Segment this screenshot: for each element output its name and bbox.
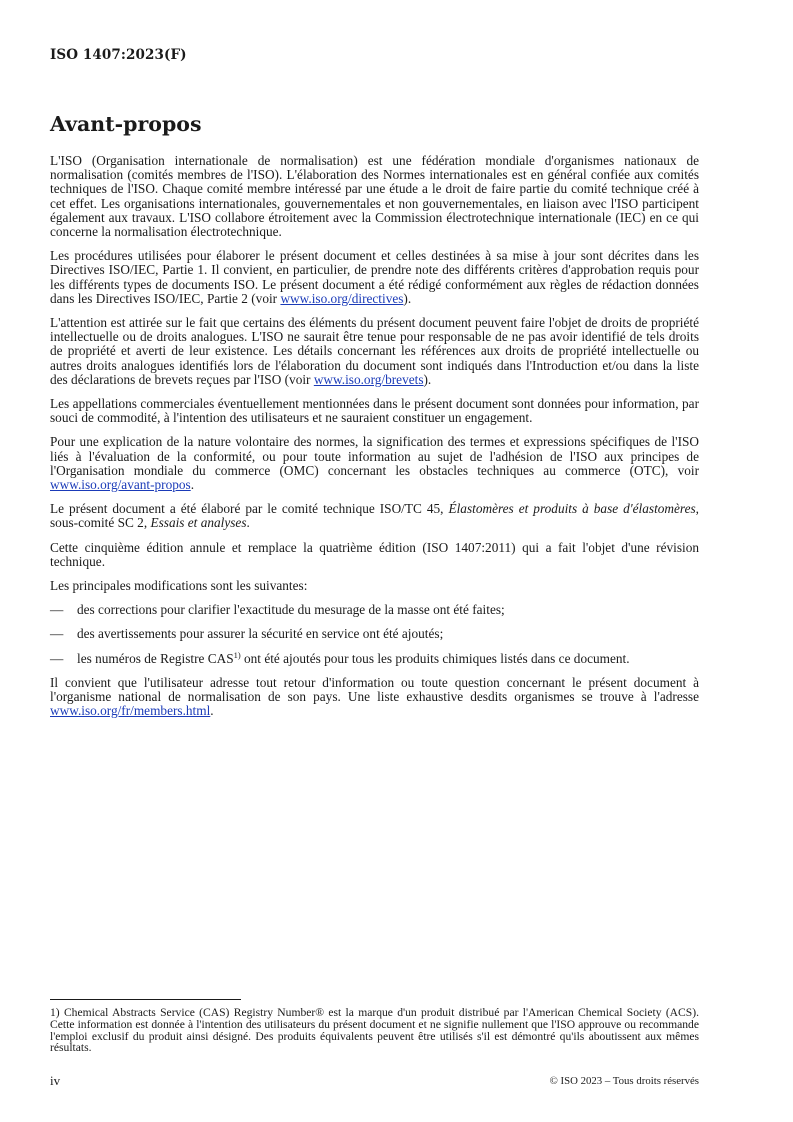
foreword-link[interactable]: www.iso.org/avant-propos [50,477,191,493]
paragraph-voluntary-nature-end: . [190,477,195,493]
paragraph-feedback-end: . [210,703,214,719]
paragraph-committee-text: Le présent document a été élaboré par le comité technique ISO/TC 45, [50,501,449,517]
dash-bullet: — [50,602,64,618]
paragraph-procedures-end: ). [403,290,412,306]
list-item-text: des avertissements pour assurer la sécurité en service ont été ajoutés; [77,626,444,642]
paragraph-patents-end: ). [423,371,432,387]
paragraph-feedback [50,676,699,719]
page-title: Avant-propos [50,112,202,136]
paragraph-procedures [50,249,699,306]
foreword-body [50,154,699,729]
paragraph-trade-names: Les appellations commerciales éventuellement mentionnées dans le présent document sont données pour information, par souci de commodité, à l'intention des utilisateurs et ne sauraient constituer un engagement. [50,396,699,426]
copyright-notice: © ISO 2023 – Tous droits réservés [549,1075,699,1087]
patents-link[interactable]: www.iso.org/brevets [313,371,424,387]
paragraph-edition: Cette cinquième édition annule et remplace la quatrième édition (ISO 1407:2011) qui a fait l'objet d'une révision technique. [50,539,699,569]
paragraph-patents [50,316,699,387]
list-item [50,649,699,666]
paragraph-iso-intro: L'ISO (Organisation internationale de normalisation) est une fédération mondiale d'organismes nationaux de normalisation (comités membres de l'ISO). L'élaboration des Normes internationales est en général confiée aux comités techniques de l'ISO. Chaque comité membre intéressé par une étude a le droit de faire partie du comité technique créé à cet effet. Les organisations internationales, gouvernementales et non gouvernementales, en liaison avec l'ISO participent également aux travaux. L'ISO collabore étroitement avec la Commission électrotechnique internationale (IEC) en ce qui concerne la normalisation électrotechnique. [50,153,699,240]
document-id-header: ISO 1407:2023(F) [50,47,187,63]
committee-title: Élastomères et produits à base d'élastomères [448,501,696,517]
list-item-text-end: ont été ajoutés pour tous les produits chimiques listés dans ce document. [240,650,630,666]
paragraph-committee-mid: , sous-comité SC 2, [50,501,699,531]
dash-bullet: — [50,650,64,666]
subcommittee-title: Essais et analyses [150,515,247,531]
footnote: 1) Chemical Abstracts Service (CAS) Registry Number® est la marque d'un produit distribué par l'American Chemical Society (ACS). Cette information est donnée à l'intention des utilisateurs du présent document et ne signifie nullement que l'ISO approuve ou recommande l'emploi exclusif du produit ainsi désigné. Des produits équivalents peuvent être utilisés s'il est démontré qu'ils aboutissent aux mêmes résultats. [50,1006,699,1055]
list-item [50,603,699,617]
members-link[interactable]: www.iso.org/fr/members.html [50,703,211,719]
list-item-text: des corrections pour clarifier l'exactitude du mesurage de la masse ont été faites; [77,602,505,618]
paragraph-procedures-text: Les procédures utilisées pour élaborer le présent document et celles destinées à sa mise à jour sont décrites dans les Directives ISO/IEC, Partie 1. Il convient, en particulier, de prendre note des différents critères d'approbation requis pour les différents types de documents ISO. Le présent document a été rédigé conformément aux règles de rédaction données dans les Directives ISO/IEC, Partie 2 (voir [50,248,699,306]
paragraph-voluntary-nature-text: Pour une explication de la nature volontaire des normes, la signification des termes et expressions spécifiques de l'ISO liés à l'évaluation de la conformité, ou pour toute information au sujet de l'adhésion de l'ISO aux principes de l'Organisation mondiale du commerce (OMC) concernant les obstacles techniques au commerce (OTC), voir [50,434,699,478]
paragraph-committee [50,502,699,530]
list-item [50,627,699,641]
page-number: iv [50,1073,61,1088]
changes-list [50,603,699,666]
directives-link[interactable]: www.iso.org/directives [280,290,404,306]
footnote-divider [50,999,241,1000]
footnote-reference[interactable]: 1) [233,649,241,660]
paragraph-voluntary-nature [50,435,699,492]
list-item-text: les numéros de Registre CAS [77,650,234,666]
dash-bullet: — [50,626,64,642]
paragraph-committee-end: . [246,515,250,531]
paragraph-changes-intro: Les principales modifications sont les suivantes: [50,578,308,594]
paragraph-feedback-text: Il convient que l'utilisateur adresse tout retour d'information ou toute question concernant le présent document à l'organisme national de normalisation de son pays. Une liste exhaustive desdits organismes se trouve à l'adresse [50,674,699,705]
paragraph-patents-text: L'attention est attirée sur le fait que certains des éléments du présent document peuvent faire l'objet de droits de propriété intellectuelle ou de droits analogues. L'ISO ne saurait être tenue pour responsable de ne pas avoir identifié de tels droits de propriété et averti de leur existence. Les détails concernant les références aux droits de propriété intellectuelle ou autres droits analogues identifiés lors de l'élaboration du document sont indiqués dans l'Introduction et/ou dans la liste des déclarations de brevets reçues par l'ISO (voir [50,315,699,387]
